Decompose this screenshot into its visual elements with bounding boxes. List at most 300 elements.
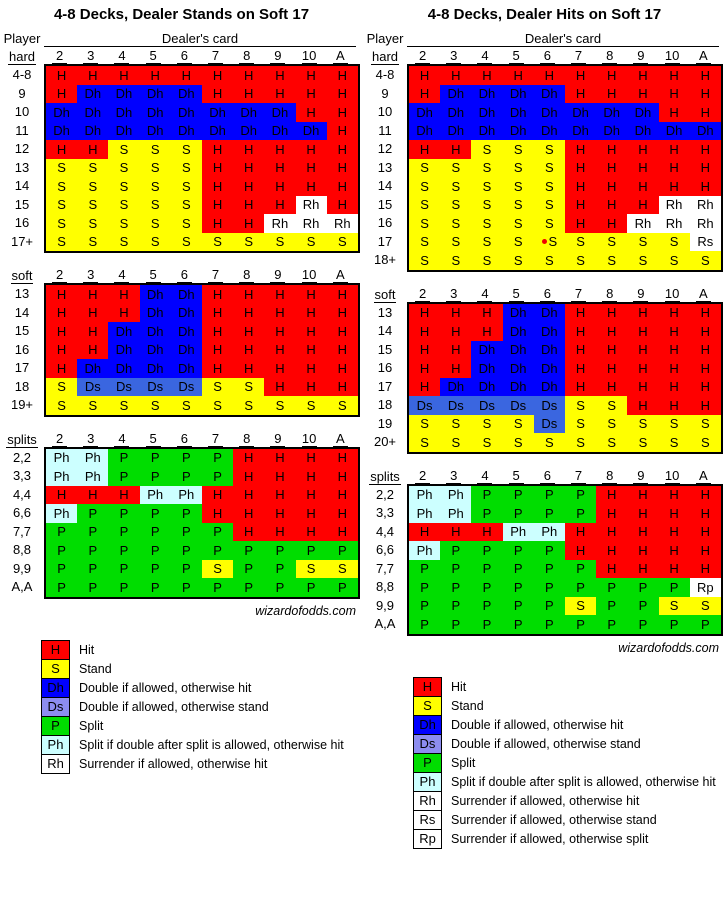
dealer-card-column-header: 5: [509, 286, 524, 302]
strategy-cell: [202, 85, 233, 104]
strategy-action-code: S: [513, 416, 523, 432]
strategy-cell: [440, 396, 471, 415]
strategy-action-code: S: [607, 434, 617, 450]
strategy-action-code: S: [451, 197, 461, 213]
strategy-action-code: Dh: [209, 104, 226, 120]
legend-entry-H: [41, 640, 363, 660]
strategy-action-code: H: [88, 286, 98, 302]
strategy-action-code: P: [244, 542, 254, 558]
strategy-cell: [440, 359, 471, 378]
strategy-cell: [690, 523, 721, 542]
dealer-card-column-header: 3: [83, 267, 98, 283]
strategy-action-code: Ph: [416, 505, 433, 521]
strategy-cell: [440, 140, 471, 159]
strategy-cell: [690, 597, 721, 616]
strategy-action-code: Dh: [634, 104, 652, 120]
strategy-cell: [327, 85, 358, 104]
strategy-cell: [296, 449, 327, 468]
strategy-cell: [596, 396, 627, 415]
strategy-cell: [233, 322, 264, 341]
strategy-action-code: Dh: [478, 342, 496, 358]
strategy-cell: [471, 159, 502, 178]
column-header-cell: [262, 431, 293, 447]
strategy-cell: [77, 85, 108, 104]
strategy-action-code: H: [700, 397, 710, 413]
strategy-cell: [264, 196, 295, 215]
strategy-action-code: Dh: [146, 342, 164, 358]
column-header-cell: [138, 267, 169, 283]
strategy-cell: [77, 214, 108, 233]
strategy-cell: [627, 140, 658, 159]
strategy-cell: [659, 615, 690, 634]
strategy-cell: [140, 560, 171, 579]
strategy-action-code: P: [88, 524, 98, 540]
strategy-cell: [264, 122, 295, 141]
strategy-cell: [503, 560, 534, 579]
strategy-action-code: S: [57, 197, 66, 213]
strategy-cell: [690, 103, 721, 122]
strategy-action-code: Dh: [84, 104, 102, 120]
strategy-cell: [140, 541, 171, 560]
strategy-action-code: H: [669, 141, 679, 157]
strategy-cell: [46, 304, 77, 323]
strategy-action-code: H: [244, 141, 254, 157]
strategy-cell: [627, 359, 658, 378]
row-label-column: [363, 484, 407, 636]
strategy-action-code: H: [700, 178, 710, 194]
strategy-cell: [77, 396, 108, 415]
strategy-action-code: P: [638, 616, 648, 632]
strategy-cell: [327, 359, 358, 378]
section-label-hard: [363, 49, 407, 64]
strategy-action-code: P: [213, 542, 222, 558]
strategy-action-code: H: [306, 141, 316, 157]
strategy-action-code: H: [669, 342, 679, 358]
strategy-cell: [108, 85, 139, 104]
strategy-action-code: S: [513, 215, 523, 231]
strategy-cell: [46, 177, 77, 196]
strategy-action-code: H: [337, 123, 347, 139]
strategy-action-code: Dh: [209, 123, 226, 139]
strategy-action-code: Dh: [178, 360, 195, 376]
player-hand-label: 20+: [373, 434, 397, 449]
strategy-action-code: H: [575, 379, 586, 395]
section-label-text: splits: [370, 468, 400, 484]
dealer-card-column-header: 6: [540, 286, 555, 302]
strategy-cell: [627, 504, 658, 523]
strategy-action-code: H: [419, 305, 430, 321]
strategy-action-code: S: [513, 160, 523, 176]
strategy-cell: [471, 140, 502, 159]
strategy-cell: [503, 615, 534, 634]
strategy-cell: [296, 359, 327, 378]
strategy-action-code: P: [119, 579, 129, 595]
legend-swatch-H: H: [41, 640, 70, 660]
chart-header: [363, 32, 726, 47]
strategy-action-code: Dh: [178, 286, 195, 302]
strategy-action-code: S: [150, 141, 160, 157]
strategy-action-code: H: [607, 197, 617, 213]
strategy-cell: [440, 214, 471, 233]
strategy-cell: [565, 196, 596, 215]
strategy-action-code: P: [513, 561, 523, 577]
strategy-action-code: H: [244, 450, 254, 466]
player-hand-label: 7,7: [12, 523, 32, 539]
strategy-cell: [77, 541, 108, 560]
strategy-cell: [296, 541, 327, 560]
strategy-cell: [108, 449, 139, 468]
strategy-cell: [690, 415, 721, 434]
strategy-action-code: S: [275, 234, 285, 250]
strategy-cell: [534, 378, 565, 397]
strategy-action-code: S: [420, 434, 429, 450]
strategy-cell: [171, 196, 202, 215]
strategy-action-code: H: [451, 342, 461, 358]
strategy-cell: [264, 285, 295, 304]
strategy-action-code: Ph: [416, 487, 433, 503]
strategy-action-code: Dh: [115, 104, 133, 120]
strategy-cell: [77, 322, 108, 341]
strategy-cell: [534, 341, 565, 360]
strategy-cell: [565, 560, 596, 579]
strategy-action-code: H: [638, 323, 648, 339]
strategy-cell: [296, 159, 327, 178]
strategy-action-code: P: [576, 487, 585, 503]
player-hand-label: 17: [14, 360, 30, 375]
strategy-action-code: H: [244, 67, 254, 83]
dealer-card-column-header: 4: [477, 468, 492, 484]
strategy-cell: [534, 214, 565, 233]
strategy-cell: [690, 196, 721, 215]
strategy-cell: [565, 578, 596, 597]
strategy-cell: [627, 322, 658, 341]
strategy-action-code: P: [513, 598, 523, 614]
strategy-action-code: S: [420, 416, 429, 432]
strategy-cell: [503, 85, 534, 104]
strategy-action-code: Dh: [603, 123, 621, 139]
strategy-cell: [202, 541, 233, 560]
strategy-cell: [690, 541, 721, 560]
strategy-cell: [596, 597, 627, 616]
strategy-action-code: S: [482, 252, 492, 268]
player-hand-label: 2,2: [375, 486, 395, 502]
strategy-cell: [171, 378, 202, 397]
strategy-cell: [202, 341, 233, 360]
player-hand-label: 7,7: [375, 560, 395, 576]
strategy-action-code: Dh: [178, 104, 195, 120]
strategy-action-code: H: [669, 524, 679, 540]
strategy-action-code: H: [451, 360, 461, 376]
strategy-cell: [46, 359, 77, 378]
legend-swatch-Ph: Ph: [413, 772, 442, 792]
strategy-action-code: H: [119, 67, 129, 83]
strategy-action-code: S: [607, 252, 617, 268]
strategy-cell: [409, 378, 440, 397]
player-hand-label: 13: [377, 304, 393, 320]
strategy-action-code: H: [88, 141, 98, 157]
column-header-cell: [262, 48, 293, 64]
strategy-cell: [627, 304, 658, 323]
strategy-cell: [596, 341, 627, 360]
strategy-cell-grid: [407, 484, 723, 636]
strategy-action-code: H: [638, 178, 648, 194]
strategy-cell: [108, 341, 139, 360]
strategy-action-code: S: [182, 141, 191, 157]
strategy-cell: [440, 122, 471, 141]
strategy-cell: [296, 322, 327, 341]
strategy-cell: [296, 341, 327, 360]
strategy-action-code: S: [57, 234, 66, 250]
dealer-card-column-header: 7: [571, 48, 586, 64]
column-header-cell: [169, 431, 200, 447]
strategy-action-code: H: [700, 160, 710, 176]
strategy-cell: [46, 560, 77, 579]
column-header-cell: [138, 48, 169, 64]
player-hand-label: 10: [377, 104, 393, 119]
strategy-action-code: H: [337, 505, 347, 521]
strategy-cell: [327, 103, 358, 122]
strategy-cell: [77, 196, 108, 215]
dealer-card-column-header: 10: [664, 48, 680, 63]
strategy-action-code: P: [700, 616, 710, 632]
column-header-cell: [625, 468, 656, 484]
strategy-action-code: Ds: [479, 397, 495, 413]
strategy-action-code: Dh: [665, 123, 683, 139]
strategy-cell: [440, 378, 471, 397]
strategy-action-code: Dh: [115, 323, 133, 339]
strategy-cell: [327, 66, 358, 85]
strategy-action-code: Dh: [53, 104, 70, 120]
column-header-cell: [563, 468, 594, 484]
strategy-action-code: H: [419, 86, 430, 102]
strategy-cell: [659, 359, 690, 378]
strategy-cell: [233, 378, 264, 397]
strategy-cell: [690, 378, 721, 397]
legend-label: Hit: [451, 679, 467, 694]
strategy-cell: [596, 578, 627, 597]
strategy-cell: [202, 66, 233, 85]
player-hand-label: 17: [377, 378, 393, 394]
strategy-cell: [596, 196, 627, 215]
strategy-action-code: Dh: [271, 104, 289, 120]
column-header-cell: [169, 267, 200, 283]
strategy-action-code: H: [638, 160, 648, 176]
strategy-action-code: H: [306, 487, 316, 503]
strategy-cell: [596, 322, 627, 341]
strategy-action-code: H: [275, 141, 285, 157]
strategy-action-code: Dh: [240, 104, 258, 120]
strategy-action-code: Ds: [116, 379, 132, 395]
section-label-text: splits: [7, 431, 37, 447]
strategy-cell: [627, 415, 658, 434]
dealer-card-column-header: 8: [239, 48, 254, 64]
strategy-action-code: S: [482, 141, 492, 157]
strategy-cell: [171, 449, 202, 468]
strategy-cell: [659, 541, 690, 560]
strategy-action-code: S: [545, 215, 554, 231]
strategy-cell: [327, 504, 358, 523]
strategy-cell: [534, 103, 565, 122]
strategy-cell: [471, 504, 502, 523]
strategy-cell: [596, 103, 627, 122]
strategy-action-code: P: [306, 579, 316, 595]
strategy-action-code: P: [119, 505, 129, 521]
strategy-cell: [409, 85, 440, 104]
strategy-action-code: H: [669, 67, 679, 83]
strategy-action-code: H: [306, 86, 316, 102]
strategy-action-code: Dh: [509, 86, 527, 102]
strategy-cell: [440, 251, 471, 270]
strategy-cell: [690, 159, 721, 178]
strategy-action-code: S: [420, 197, 429, 213]
strategy-cell: [503, 322, 534, 341]
strategy-action-code: H: [244, 178, 254, 194]
legend-swatch-Rp: Rp: [413, 829, 442, 849]
strategy-action-code: Dh: [146, 286, 164, 302]
strategy-cell: [327, 122, 358, 141]
strategy-action-code: H: [56, 305, 67, 321]
strategy-action-code: P: [150, 579, 160, 595]
strategy-cell: [565, 322, 596, 341]
strategy-action-code: S: [57, 215, 66, 231]
strategy-action-code: H: [337, 342, 347, 358]
strategy-cell: [233, 66, 264, 85]
strategy-action-code: P: [638, 579, 648, 595]
strategy-action-code: Dh: [541, 360, 558, 376]
strategy-action-code: H: [275, 450, 285, 466]
strategy-cell: [409, 322, 440, 341]
strategy-action-code: P: [545, 542, 554, 558]
strategy-cell: [140, 341, 171, 360]
strategy-cell: [627, 233, 658, 252]
strategy-action-code: P: [119, 542, 129, 558]
strategy-action-code: H: [700, 67, 710, 83]
strategy-cell: [565, 341, 596, 360]
strategy-action-code: H: [275, 360, 285, 376]
strategy-cell: [409, 433, 440, 452]
player-hand-label: 9: [381, 85, 389, 101]
player-hand-label: 17+: [10, 233, 34, 249]
strategy-action-code: S: [182, 178, 191, 194]
strategy-cell: [233, 467, 264, 486]
strategy-cell: [565, 103, 596, 122]
strategy-cell: [440, 85, 471, 104]
strategy-action-code: S: [119, 141, 129, 157]
strategy-action-code: H: [607, 542, 617, 558]
strategy-action-code: S: [150, 197, 160, 213]
dealer-card-column-header: 8: [239, 431, 254, 447]
strategy-action-code: S: [119, 234, 129, 250]
strategy-cell: [659, 504, 690, 523]
strategy-cell: [690, 322, 721, 341]
dealer-card-label: Dealer's card: [407, 32, 719, 47]
strategy-action-code: H: [607, 561, 617, 577]
strategy-action-code: H: [88, 323, 98, 339]
strategy-action-code: P: [451, 561, 461, 577]
strategy-cell: [77, 159, 108, 178]
strategy-cell: [627, 378, 658, 397]
column-header-cell: [294, 48, 325, 64]
strategy-cell: [596, 85, 627, 104]
strategy-action-code: P: [182, 542, 191, 558]
strategy-action-code: S: [576, 252, 585, 268]
strategy-cell: [659, 560, 690, 579]
strategy-action-code: H: [88, 67, 98, 83]
strategy-action-code: H: [482, 67, 492, 83]
player-hand-label: 15: [14, 196, 30, 212]
legend-swatch-S: S: [41, 659, 70, 679]
strategy-action-code: P: [337, 542, 347, 558]
dealer-card-column-header: 2: [415, 468, 430, 484]
strategy-action-code: Dh: [178, 123, 195, 139]
column-header-cell: [200, 431, 231, 447]
strategy-cell: [77, 467, 108, 486]
strategy-cell: [46, 285, 77, 304]
strategy-cell: [202, 233, 233, 252]
strategy-cell: [534, 66, 565, 85]
strategy-action-code: H: [700, 305, 710, 321]
strategy-cell: [46, 103, 77, 122]
strategy-action-code: P: [545, 616, 554, 632]
strategy-cell: [140, 467, 171, 486]
strategy-cell: [534, 122, 565, 141]
strategy-action-code: P: [88, 505, 98, 521]
strategy-action-code: Dh: [146, 305, 164, 321]
strategy-cell: [46, 66, 77, 85]
dealer-card-column-header: 7: [571, 286, 586, 302]
strategy-cell: [471, 122, 502, 141]
strategy-action-code: P: [275, 579, 285, 595]
strategy-cell: [659, 177, 690, 196]
strategy-cell: [327, 140, 358, 159]
strategy-action-code: H: [275, 323, 285, 339]
column-header-cell: [200, 48, 231, 64]
strategy-action-code: H: [700, 86, 710, 102]
dealer-card-column-header: 5: [146, 431, 161, 447]
dealer-card-column-header: A: [333, 267, 348, 283]
strategy-action-code: H: [607, 487, 617, 503]
strategy-action-code: P: [482, 505, 492, 521]
strategy-action-code: H: [419, 524, 430, 540]
strategy-cell: [627, 523, 658, 542]
strategy-action-code: H: [275, 342, 285, 358]
strategy-cell: [171, 140, 202, 159]
legend-label: Split: [451, 755, 476, 770]
strategy-cell: [440, 177, 471, 196]
strategy-cell: [565, 597, 596, 616]
column-header-cell: [469, 48, 500, 64]
strategy-cell: [46, 578, 77, 597]
strategy-cell: [264, 449, 295, 468]
strategy-action-code: H: [275, 379, 285, 395]
dealer-card-column-header: 9: [633, 48, 648, 64]
strategy-action-code: P: [150, 561, 160, 577]
strategy-action-code: S: [420, 178, 429, 194]
strategy-cell: [471, 486, 502, 505]
strategy-cell: [659, 523, 690, 542]
strategy-action-code: S: [513, 178, 523, 194]
strategy-cell: [108, 322, 139, 341]
player-hand-label: 3,3: [375, 505, 395, 520]
strategy-action-code: H: [306, 178, 316, 194]
strategy-cell: [171, 103, 202, 122]
player-hand-label: 11: [378, 122, 392, 138]
strategy-action-code: Ds: [447, 397, 464, 413]
strategy-cell: [140, 66, 171, 85]
strategy-cell: [233, 122, 264, 141]
strategy-cell: [108, 523, 139, 542]
strategy-action-code: H: [669, 561, 679, 577]
